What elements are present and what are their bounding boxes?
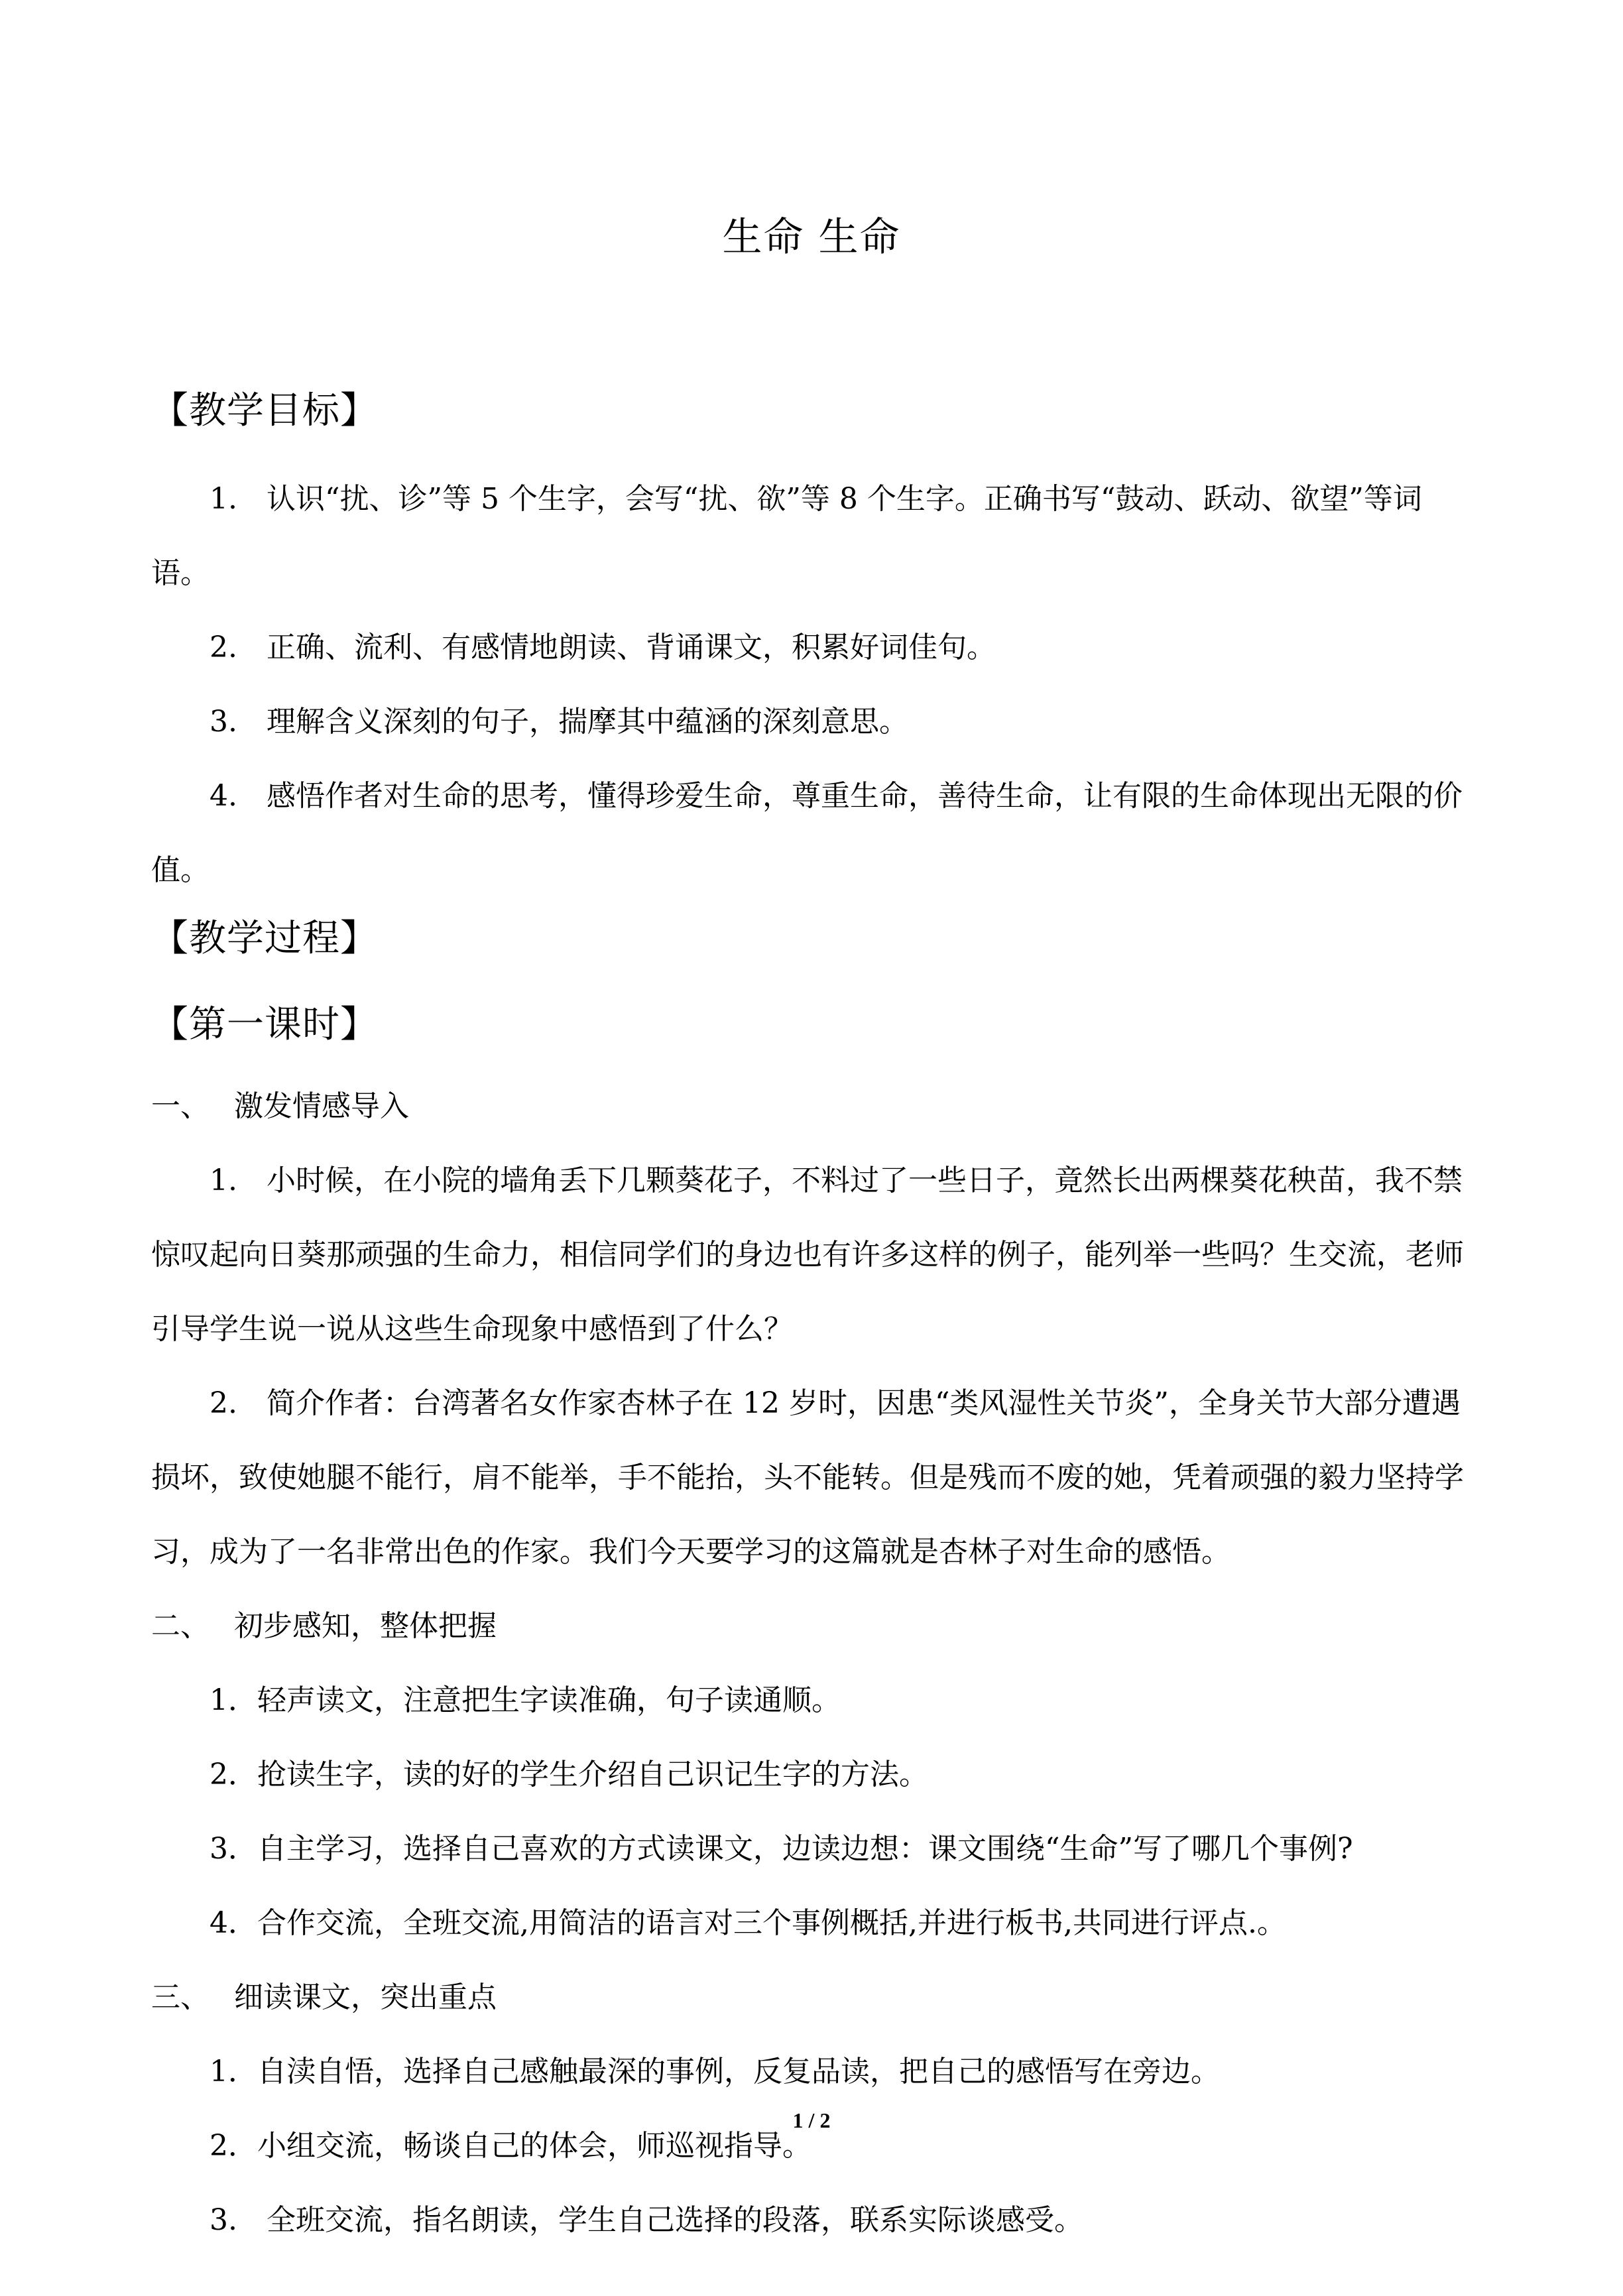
section-item: 3．自主学习，选择自己喜欢的方式读课文，边读边想：课文围绕“生命”写了哪几个事例? bbox=[210, 1832, 1353, 1866]
section-item: 1．自渎自悟，选择自己感触最深的事例，反复品读，把自己的感悟写在旁边。 bbox=[210, 2055, 1220, 2088]
section-heading bbox=[151, 1961, 1477, 2035]
section-heading bbox=[151, 1069, 1477, 1144]
section-item: 1. 小时候，在小院的墙角丢下几颗葵花子，不料过了一些日子，竟然长出两棵葵花秧苗，我不禁惊叹起向日葵那顽强的生命力，相信同学们的身边也有许多这样的例子，能列举一些吗？生交流，老师引导学生说一说从这些生命现象中感悟到了什么？ bbox=[151, 1164, 1464, 1346]
document-title: 生命 生命 bbox=[722, 214, 901, 261]
section-item: 4．合作交流，全班交流,用简洁的语言对三个事例概括,并进行板书,共同进行评点.。 bbox=[210, 1906, 1286, 1940]
goal-item: 4. 感悟作者对生命的思考，懂得珍爱生命，尊重生命，善待生命，让有限的生命体现出无限的价值。 bbox=[151, 779, 1463, 887]
page-number: 1 / 2 bbox=[792, 2108, 831, 2132]
section-item: 2．抢读生字，读的好的学生介绍自己识记生字的方法。 bbox=[210, 1758, 928, 1791]
section-item: 3. 全班交流，指名朗读，学生自己选择的段落，联系实际谈感受。 bbox=[210, 2203, 1083, 2237]
goal-item: 3. 理解含义深刻的句子，揣摩其中蕴涵的深刻意思。 bbox=[210, 705, 908, 739]
goal-item: 1. 认识“扰、诊”等 5 个生字，会写“扰、欲”等 8 个生字。正确书写“鼓动、跃动、欲望”等词语。 bbox=[151, 482, 1422, 590]
goals-heading: 【教学目标】 bbox=[151, 389, 378, 432]
section-item: 1．轻声读文，注意把生字读准确，句子读通顺。 bbox=[210, 1683, 841, 1717]
section-item: 2. 简介作者：台湾著名女作家杏林子在 12 岁时，因患“类风湿性关节炎”，全身关节大部分遭遇损坏，致使她腿不能行，肩不能举，手不能抬，头不能转。但是残而不废的她，凭着顽强的毅力坚持学习，成为了一名非常出色的作家。我们今天要学习的这篇就是杏林子对生命的感悟。 bbox=[151, 1386, 1464, 1569]
document-body bbox=[151, 388, 1477, 2258]
process-heading: 【教学过程】 bbox=[151, 917, 378, 960]
section-item: 2．小组交流，畅谈自己的体会，师巡视指导。 bbox=[210, 2129, 812, 2163]
section-number: 一、 bbox=[151, 1089, 210, 1123]
section-number: 三、 bbox=[151, 1980, 210, 2014]
section-heading bbox=[151, 1589, 1477, 1663]
section-title: 细读课文，突出重点 bbox=[234, 1980, 497, 2014]
goal-item: 2. 正确、流利、有感情地朗读、背诵课文，积累好词佳句。 bbox=[210, 631, 996, 664]
section-title: 初步感知，整体把握 bbox=[234, 1609, 497, 1643]
lesson-heading: 【第一课时】 bbox=[151, 1003, 378, 1046]
section-title: 激发情感导入 bbox=[234, 1089, 409, 1123]
section-number: 二、 bbox=[151, 1609, 210, 1643]
